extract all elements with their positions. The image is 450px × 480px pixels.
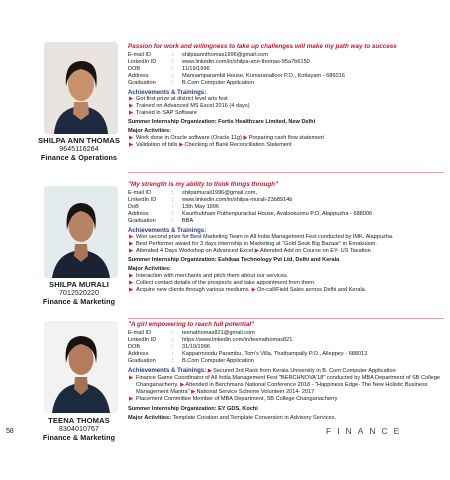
field-address: Address : Kaurthubham Puthenpurackal House, Avalookunnu P.O, Alappuzha - 688006 — [128, 211, 373, 217]
profile-name: TEENA THOMAS — [48, 416, 110, 425]
field-linkedin: LinkedIn ID : https://www.linkedin.com/in/teenathomas821 — [128, 337, 293, 343]
arrow-icon: ▶ — [129, 134, 134, 141]
arrow-icon: ▶ — [129, 233, 134, 240]
profile-phone: 8304010767 — [59, 425, 99, 433]
arrow-icon: ▶ — [129, 374, 134, 381]
achievements-line: Achievements & Trainings: ▶Secured 3rd Rank from Kerala University in B. Com Computer Application — [128, 366, 396, 374]
achievement-item: ▶ Trained on Advanced MS Excel 2016 (4 days) — [129, 102, 250, 109]
achievement-item: ▶ Placement Committee Member of MBA Department, SB College Changanacherry — [129, 395, 338, 402]
profile-phone: 9645116264 — [59, 145, 99, 153]
arrow-icon: ▶ — [129, 247, 134, 254]
arrow-icon: ▶ — [207, 367, 213, 374]
profile-tagline: Passion for work and willingness to take up challenges will make my path way to success — [128, 43, 397, 50]
profile-tagline: "A girl empowering to reach full potential" — [128, 321, 255, 328]
profile-tagline: "My strength is my ability to think things through" — [128, 181, 279, 188]
profile-details — [128, 181, 444, 294]
arrow-icon: ▶ — [179, 141, 184, 148]
achievements-heading: Achievements & Trainings: — [128, 226, 207, 234]
arrow-icon: ▶ — [129, 95, 134, 102]
achievement-item: ▶ Attended 4 Days Workshop on Advanced Excel ▶Attended Add on Course on EY- US Taxation — [129, 247, 371, 254]
divider — [128, 172, 444, 173]
achievement-item: ▶ Best Performer award for 3 days internship in Marketing at "Gold Souk Big Bazaar" in Ernakulam. — [129, 240, 377, 247]
profile-details — [128, 43, 444, 149]
arrow-icon: ▶ — [129, 286, 134, 293]
profile-department: Finance & Marketing — [42, 433, 116, 443]
field-email: E-mail ID : shilpamurali1996@gmail.com, — [128, 190, 258, 196]
internship-line: Summer Internship Organization: Fortis Healthcare Limited, New Delhi — [128, 118, 316, 125]
profile-phone: 7012520220 — [59, 289, 99, 297]
arrow-icon: ▶ — [254, 247, 259, 254]
arrow-icon: ▶ — [129, 141, 134, 148]
achievement-item: ▶ Got first prize at district level arts fest — [129, 95, 228, 102]
profile-photo — [44, 42, 118, 134]
section-name: FINANCE — [326, 426, 406, 436]
achievement-item: ▶ Finance Game Coordinator of All India Management Fest "BERCHNOVA'18" conducted by MBA Department of SB College Changanacherry. ▶Attended in Berchmans National Conference 2018 - "Happiness Edge- The New Holistic Business Management Mantra" ▶National Service Scheme Volunteer 2014- 2017 — [129, 374, 441, 395]
profile-name: SHILPA ANN THOMAS — [38, 136, 120, 145]
field-graduation: Graduation : BBA — [128, 218, 194, 224]
field-address: Address : Kapparmoodu Parambu, Tom's Villa, Thathampally P.O., Alleppey - 688013 — [128, 351, 368, 357]
field-graduation: Graduation : B.Com Computer Application — [128, 80, 254, 86]
major-activities-line: Major Activities: Template Creation and Template Conversion in Advisory Services. — [128, 414, 337, 421]
achievement-item: ▶ Trained in SAP Software — [129, 109, 197, 116]
activity-item: ▶ Collect contact details of the prospects and take appointment from them. — [129, 279, 316, 286]
arrow-icon: ▶ — [180, 381, 185, 388]
activities-line: ▶ Validation of bills ▶Checking of Bank Reconciliation Statement — [129, 141, 292, 148]
field-address: Address : Mannamparambil House, Kumaranalloor P.O., Kottayam - 686016 — [128, 73, 345, 79]
achievement-item: ▶ Won second prize for Best Marketing Team in All India Management Fest conducted by IMK, Alappuzha. — [129, 233, 394, 240]
arrow-icon: ▶ — [129, 109, 134, 116]
arrow-icon: ▶ — [129, 279, 134, 286]
field-email: E-mail ID : teenathomas821@gmail.com — [128, 330, 255, 336]
profile-details — [128, 321, 444, 422]
internship-line: Summer Internship Organization: EY GDS, Kochi — [128, 405, 258, 412]
arrow-icon: ▶ — [129, 395, 134, 402]
arrow-icon: ▶ — [129, 240, 134, 247]
profile-department: Finance & Marketing — [42, 297, 116, 307]
achievements-heading: Achievements & Trainings: — [128, 88, 207, 96]
arrow-icon: ▶ — [129, 272, 134, 279]
profile-department: Finance & Operations — [40, 153, 118, 163]
achievements-heading: Achievements & Trainings: — [128, 366, 207, 374]
major-activities-heading: Major Activities: — [128, 265, 171, 272]
divider — [128, 318, 444, 319]
field-linkedin: LinkedIn ID : www.linkedin.com/in/shilpa-ann-thomas-95a7b6150 — [128, 59, 310, 65]
field-email: E-mail ID : shilpaannthomas1996@gmail.com — [128, 52, 268, 58]
internship-line: Summer Internship Organization: Eshikaa Technology Pvt Ltd, Delhi and Kerala — [128, 256, 340, 263]
profile-photo — [44, 186, 118, 278]
arrow-icon: ▶ — [251, 286, 256, 293]
field-dob: DoB : 13th May 1996 — [128, 204, 220, 210]
field-graduation: Graduation : B.Com Computer Application — [128, 358, 254, 364]
page-number: 58 — [6, 428, 14, 435]
activities-line: ▶ Work done in Oracle software (Oracle 11g) ▶Preparing cash flow statement — [129, 134, 324, 141]
field-dob: DOB : 31/10/1996 — [128, 344, 210, 350]
major-activities-heading: Major Activities: — [128, 127, 171, 134]
activity-item: ▶ Interaction with merchants and pitch them about our services. — [129, 272, 289, 279]
field-dob: DOB : 11/19/1996 — [128, 66, 210, 72]
field-linkedin: LinkedIn ID : www.linkedin.com/in/shilpa-murali-23b8914b — [128, 197, 293, 203]
arrow-icon: ▶ — [191, 388, 196, 395]
profile-photo — [44, 321, 118, 413]
activities-line: ▶ Acquire new clients through various mediums. ▶On-call/Field Sales across Delhi and Kerala — [129, 286, 365, 293]
arrow-icon: ▶ — [129, 102, 134, 109]
arrow-icon: ▶ — [243, 134, 248, 141]
profile-name: SHILPA MURALI — [49, 280, 109, 289]
